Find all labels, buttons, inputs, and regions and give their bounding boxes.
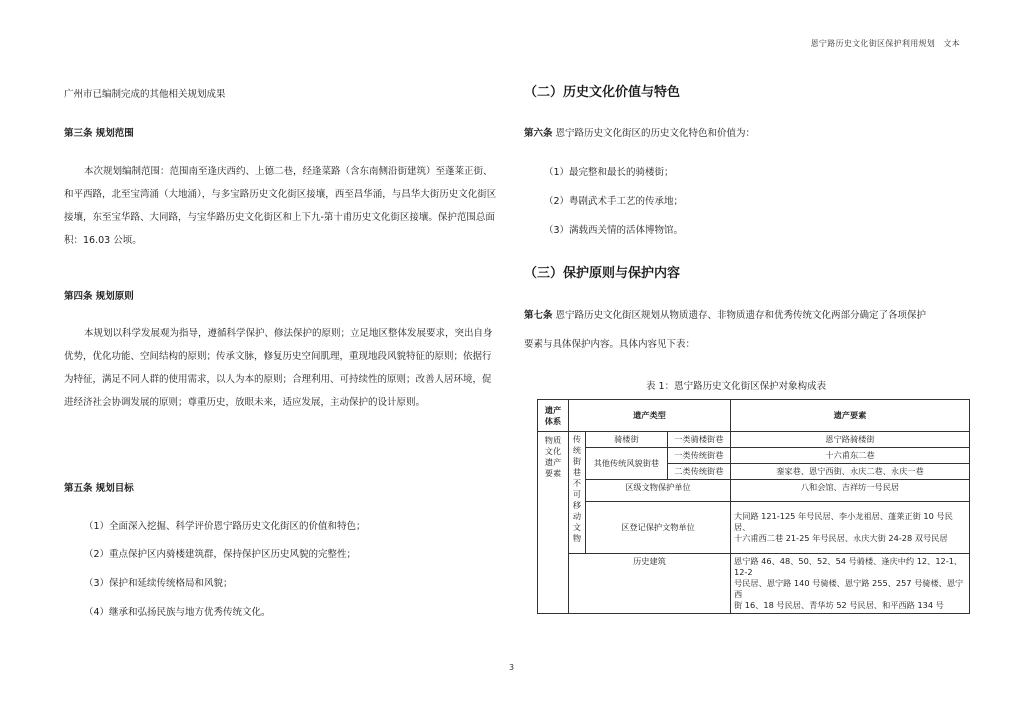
article-7-text-cont: 要素与具体保护内容。具体内容见下表： (524, 339, 696, 350)
historic-building-line: 号民居、恩宁路 140 号骑楼、恩宁路 255、257 号骑楼、恩宁西 (734, 578, 964, 599)
header-system: 遗产体系 (538, 400, 569, 432)
cell-immovable: 传统街巷不可移动文物 (569, 432, 586, 554)
article-6-text: 恩宁路历史文化街区的历史文化特色和价值为： (555, 128, 756, 139)
cell-first-trad-el: 十六甫东二巷 (731, 448, 970, 464)
cell-historic-building-el (731, 554, 970, 614)
registered-unit-line: 大同路 121-125 年号民居、李小龙祖居、蓬莱正街 10 号民居、 (734, 511, 953, 532)
table-caption: 表 1：恩宁路历史文化街区保护对象构成表 (646, 381, 827, 392)
article-7-text: 恩宁路历史文化街区规划从物质遗存、非物质遗存和优秀传统文化两部分确定了各项保护 (555, 310, 927, 321)
running-header: 恩宁路历史文化街区保护利用规划 文本 (810, 39, 960, 48)
cell-district-unit: 区级文物保护单位 (586, 480, 731, 502)
value-item: （2）粤剧武术手工艺的传承地； (544, 196, 684, 207)
section-2-heading: （二）历史文化价值与特色 (524, 85, 681, 100)
cell-first-arcade-el: 恩宁路骑楼街 (731, 432, 970, 448)
article-5-title: 第五条 规划目标 (64, 483, 134, 494)
article-6 (524, 128, 755, 140)
cell-first-trad: 一类传统街巷 (667, 448, 730, 464)
registered-unit-line: 十六甫西二巷 21-25 年号民居、永庆大街 24-28 双号民居 (734, 533, 948, 543)
cell-arcade-street: 骑楼街 (586, 432, 668, 448)
article-7-label: 第七条 (524, 310, 553, 321)
header-element: 遗产要素 (731, 400, 970, 432)
value-item: （3）满载西关情的活体博物馆。 (544, 225, 684, 236)
article-6-label: 第六条 (524, 128, 553, 139)
cell-district-unit-el: 八和会馆、吉祥坊一号民居 (731, 480, 970, 502)
cell-second-trad-el: 銮家巷、恩宁西街、永庆二巷、永庆一巷 (731, 464, 970, 480)
section-3-heading: （三）保护原则与保护内容 (524, 266, 681, 281)
page-number: 3 (509, 663, 515, 672)
goal-item: （4）继承和弘扬民族与地方优秀传统文化。 (84, 607, 271, 618)
historic-building-line: 恩宁路 46、48、50、52、54 号骑楼、逢庆中约 12、12-1、12-2 (734, 556, 963, 577)
header-type: 遗产类型 (569, 400, 731, 432)
goal-item: （1）全面深入挖掘、科学评价恩宁路历史文化街区的价值和特色； (84, 521, 366, 532)
article-3-text: 本次规划编制范围：范围南至逢庆西约、上德二巷，经逢菜路（含东南侧沿街建筑）至蓬莱正街、和平西路，北至宝湾涌（大地涌），与多宝路历史文化街区接壤，西至昌华涌，与昌华大街历史文化街区接壤，东至宝华路、大同路，与宝华路历史文化街区和上下九-第十甫历史文化街区接壤。保护范围总面积：16.03 公顷。 (64, 166, 497, 246)
cell-historic-building: 历史建筑 (569, 554, 731, 614)
article-4-title: 第四条 规划原则 (64, 291, 134, 302)
cell-other-street: 其他传统风貌街巷 (586, 448, 668, 480)
heritage-table (537, 399, 970, 614)
goal-item: （3）保护和延续传统格局和风貌； (84, 578, 233, 589)
intro-line: 广州市已编制完成的其他相关规划成果 (64, 89, 226, 100)
cell-second-trad: 二类传统街巷 (667, 464, 730, 480)
cell-registered-unit: 区登记保护文物单位 (586, 502, 731, 554)
cell-system: 物质文化遗产要素 (538, 432, 569, 614)
article-3-title: 第三条 规划范围 (64, 128, 134, 139)
value-item: （1）最完整和最长的骑楼街； (544, 167, 674, 178)
cell-first-arcade: 一类骑楼街巷 (667, 432, 730, 448)
historic-building-line: 街 16、18 号民居、青华坊 52 号民居、和平西路 134 号 (734, 600, 944, 610)
article-7 (524, 310, 926, 322)
cell-registered-unit-el (731, 502, 970, 554)
article-4-text: 本规划以科学发展观为指导，遵循科学保护、修法保护的原则；立足地区整体发展要求，突出自身优势，优化功能、空间结构的原则；传承文脉，修复历史空间肌理，重现地段风貌特征的原则；依据行为特征，满足不同人群的使用需求，以人为本的原则；合理利用、可持续性的原则；改善人居环境，促进经济社会协调发展的原则；尊重历史，放眼未来，适应发展，主动保护的设计原则。 (64, 328, 493, 408)
goal-item: （2）重点保护区内骑楼建筑群，保持保护区历史风貌的完整性； (84, 549, 357, 560)
